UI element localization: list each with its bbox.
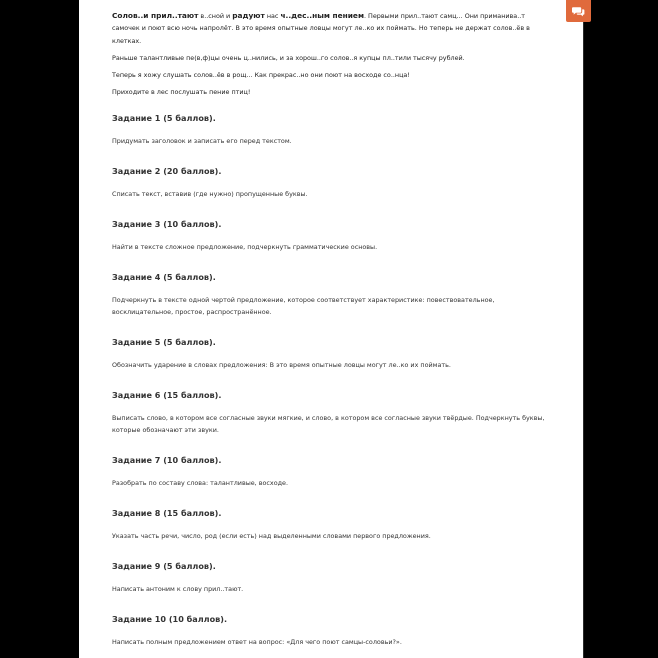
task-3-description: Найти в тексте сложное предложение, подчеркнуть грамматические основы. xyxy=(112,242,378,251)
task-4-title: Задание 4 (5 баллов). xyxy=(112,272,216,282)
task-6-title: Задание 6 (15 баллов). xyxy=(112,390,222,400)
task-5-description: Обозначить ударение в словах предложения: В это время опытные ловцы могут ле..ко их поймать. xyxy=(112,360,451,369)
task-10-description: Написать полным предложением ответ на вопрос: «Для чего поют самцы-соловьи?». xyxy=(112,637,402,646)
task-10 xyxy=(112,613,552,648)
task-9 xyxy=(112,560,552,595)
task-9-description: Написать антоним к слову прил..тают. xyxy=(112,584,244,593)
task-1-title: Задание 1 (5 баллов). xyxy=(112,113,216,123)
task-2-title: Задание 2 (20 баллов). xyxy=(112,166,222,176)
task-10-title: Задание 10 (10 баллов). xyxy=(112,614,228,624)
task-6 xyxy=(112,389,552,436)
intro-paragraph-2: Раньше талантливые пе(в,ф)цы очень ц..нились, и за хорош..го солов..я купцы пл..тили тысячу рублей. xyxy=(112,53,465,62)
chat-button[interactable] xyxy=(566,0,591,22)
task-4-description: Подчеркнуть в тексте одной чертой предложение, которое соответствует характеристике: повествовательное, восклицательное, простое, распространённое. xyxy=(112,295,495,316)
task-5 xyxy=(112,336,552,371)
bold-word-2: радуют xyxy=(232,11,265,20)
task-6-description: Выписать слово, в котором все согласные звуки мягкие, и слово, в котором все согласные звуки твёрдые. Подчеркнуть буквы, которые обозначают эти звуки. xyxy=(112,413,545,434)
intro-paragraph-1 xyxy=(112,10,552,47)
task-3 xyxy=(112,218,552,253)
task-2 xyxy=(112,165,552,200)
task-7 xyxy=(112,454,552,489)
intro-text-2: нас xyxy=(264,12,281,20)
task-4 xyxy=(112,271,552,318)
intro-paragraph-3: Теперь я хожу слушать солов..ёв в рощ... Как прекрас..но они поют на восходе со..нца! xyxy=(112,70,410,79)
intro-text-3: . Первыми прил..тают самц... Они приманива..т самочек и поют всю ночь напролёт. В это время опытные ловцы могут ле..ко их поймать. Но теперь не держат солов..ёв в клетках. xyxy=(112,12,530,45)
task-7-title: Задание 7 (10 баллов). xyxy=(112,455,222,465)
task-2-description: Списать текст, вставив (где нужно) пропущенные буквы. xyxy=(112,189,308,198)
task-1-description: Придумать заголовок и записать его перед текстом. xyxy=(112,136,292,145)
task-9-title: Задание 9 (5 баллов). xyxy=(112,561,216,571)
chat-bubbles-icon xyxy=(572,6,585,17)
task-8 xyxy=(112,507,552,542)
task-5-title: Задание 5 (5 баллов). xyxy=(112,337,216,347)
task-8-description: Указать часть речи, число, род (если есть) над выделенными словами первого предложения. xyxy=(112,531,431,540)
document-content xyxy=(112,10,552,646)
intro-text-1: в..сной и xyxy=(198,12,233,20)
task-7-description: Разобрать по составу слова: талантливые, восходе. xyxy=(112,478,289,487)
page-right-edge xyxy=(583,0,584,658)
bold-word-3: ч..дес..ным пением xyxy=(280,11,364,20)
bold-word-1: Солов..и прил..тают xyxy=(112,11,199,20)
task-8-title: Задание 8 (15 баллов). xyxy=(112,508,222,518)
document-page xyxy=(79,0,584,658)
intro-paragraph-4: Приходите в лес послушать пение птиц! xyxy=(112,87,251,96)
task-3-title: Задание 3 (10 баллов). xyxy=(112,219,222,229)
task-1 xyxy=(112,112,552,147)
